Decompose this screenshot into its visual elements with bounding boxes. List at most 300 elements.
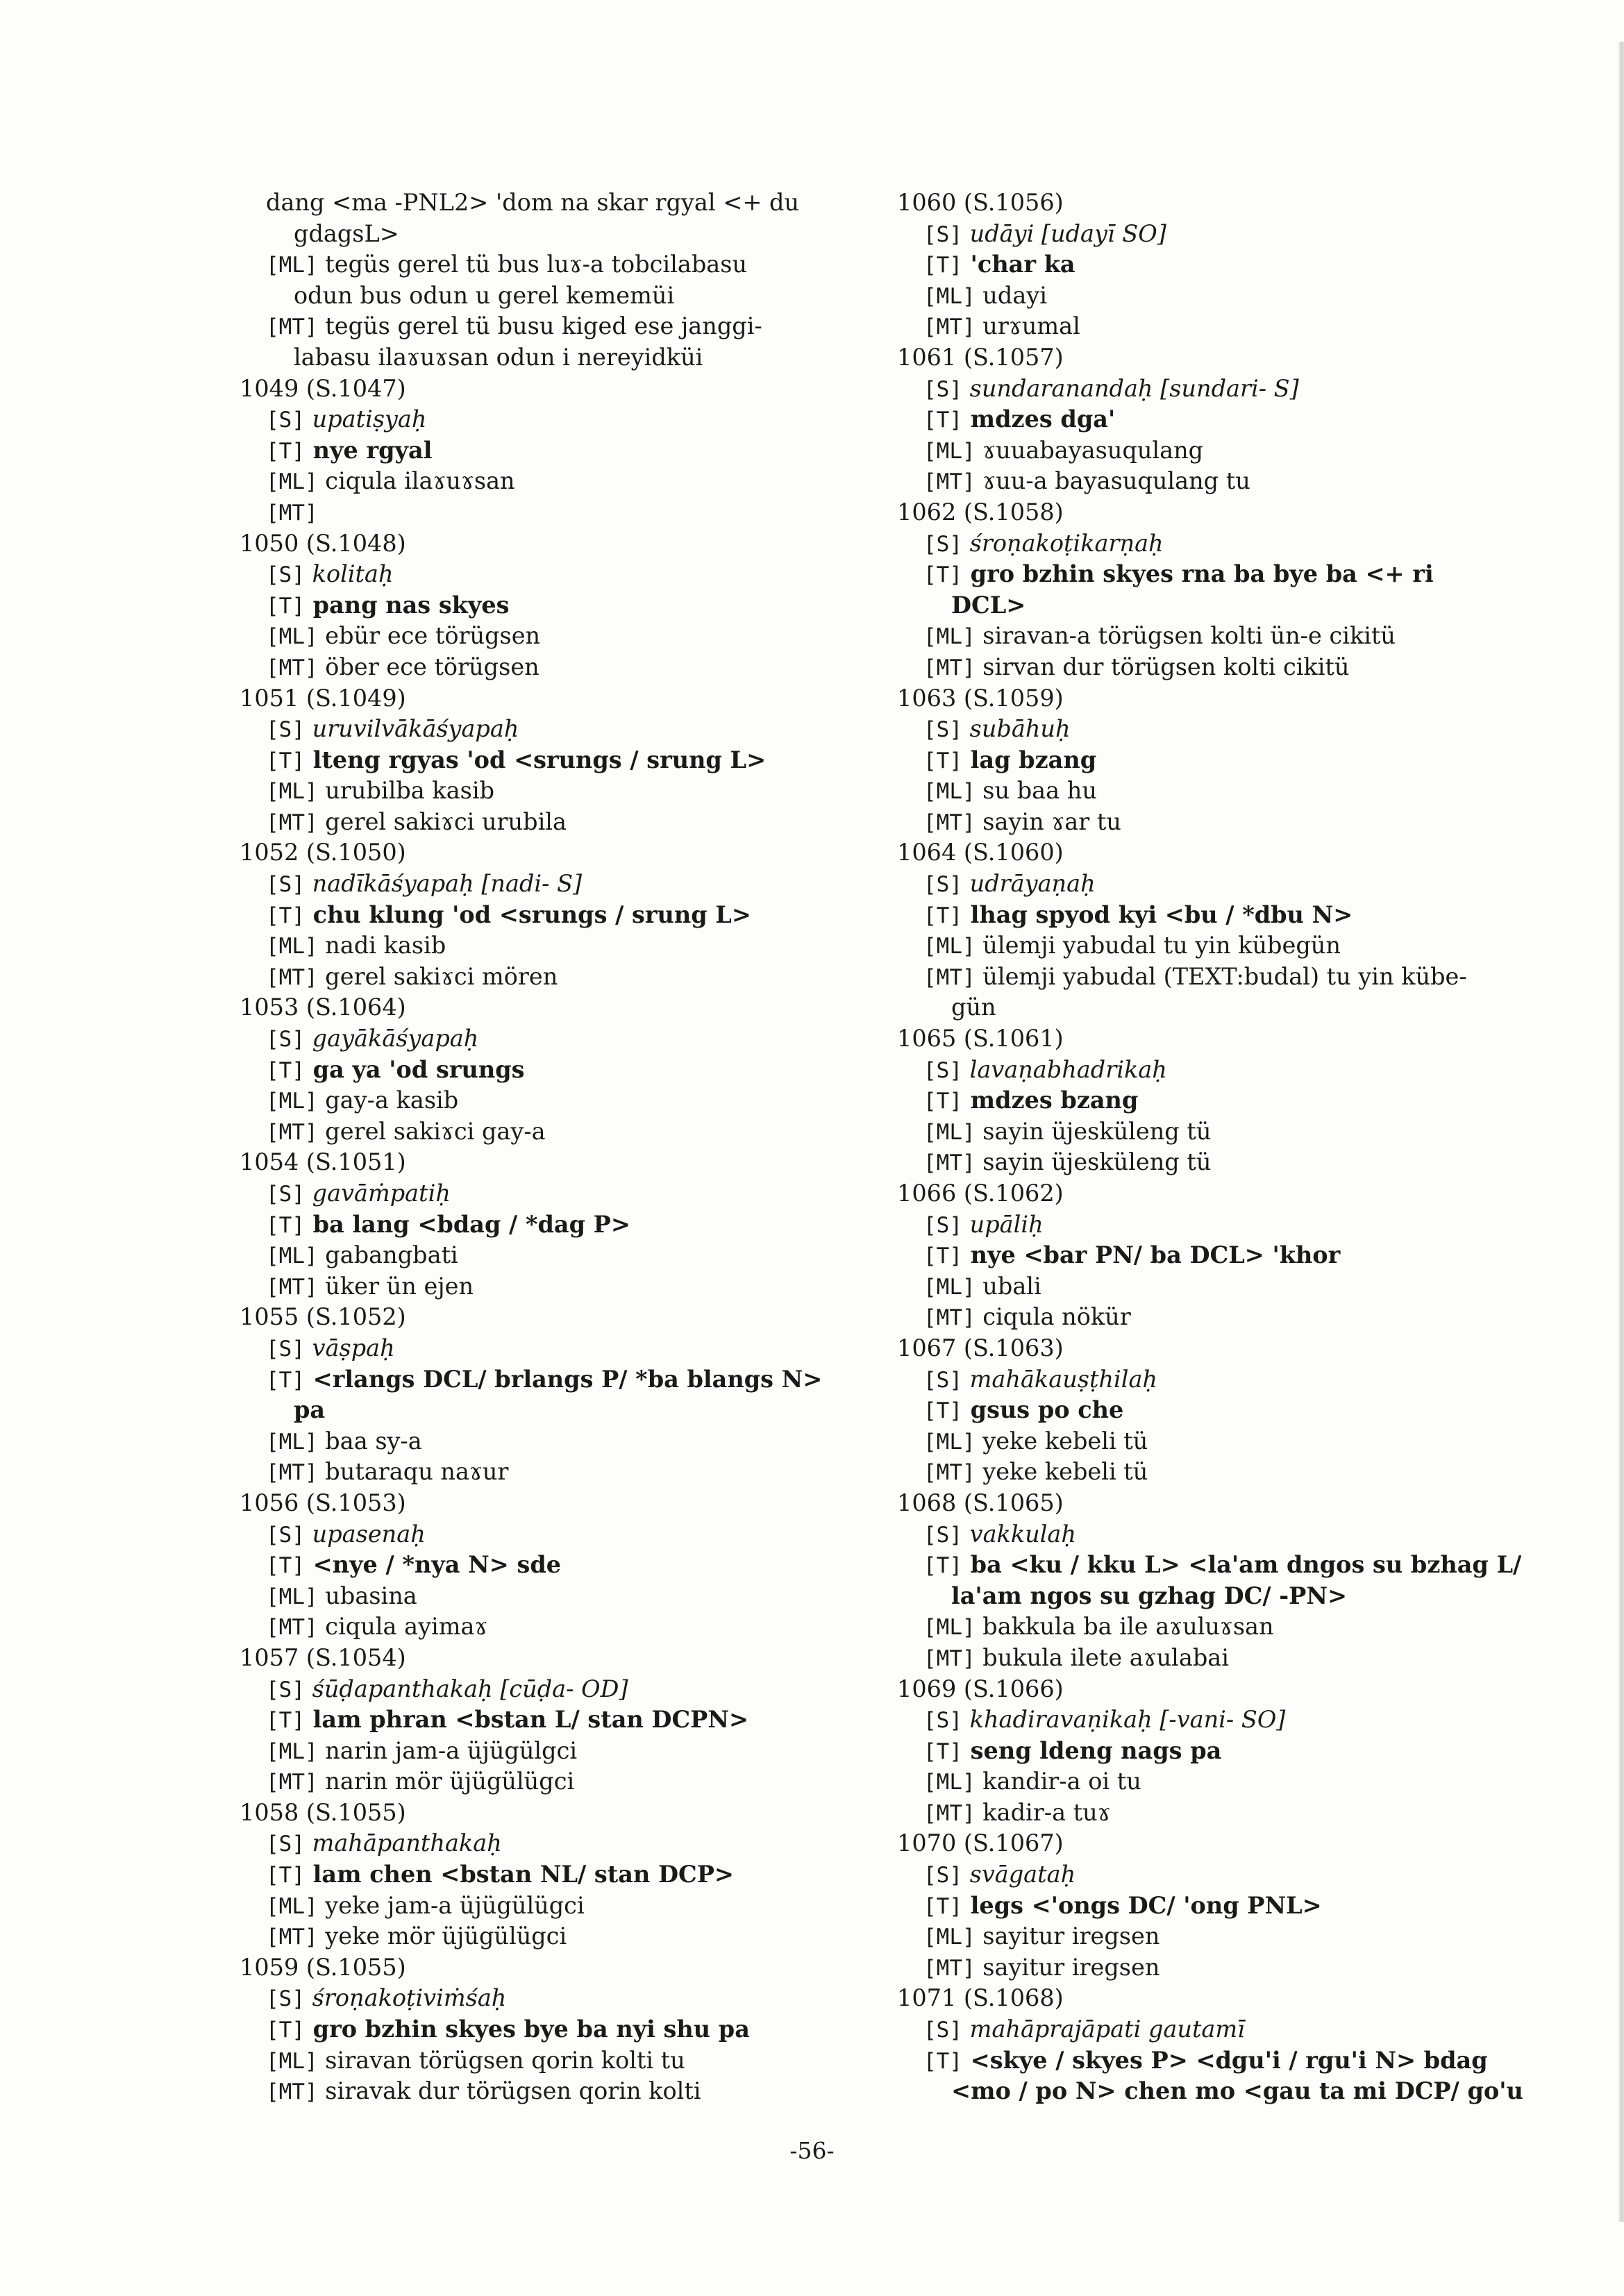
field-tag: [S] (923, 1212, 962, 1238)
entry-text: gro bzhin skyes bye ba nyi shu pa (305, 2016, 750, 2043)
entry-line (897, 590, 1536, 621)
field-tag: [S] (923, 1367, 962, 1393)
entry-line (897, 1178, 1536, 1209)
field-tag: [S] (266, 1027, 305, 1053)
left-column (240, 187, 864, 2107)
field-tag: [S] (266, 408, 305, 433)
entry-line (897, 404, 1536, 435)
entry-line (897, 1302, 1536, 1333)
entry-text: udāyi [udayī SO] (962, 219, 1166, 247)
entry-text: gün (951, 994, 996, 1021)
entry-text: gro bzhin skyes rna ba bye ba <+ ri (962, 560, 1434, 588)
entry-line (897, 1798, 1536, 1829)
entry-text: sayin üjesküleng tü (975, 1117, 1212, 1145)
entry-line (897, 2045, 1536, 2077)
entry-text: <mo / po N> chen mo <gau ta mi DCP/ go'u (951, 2077, 1523, 2105)
entry-text: 1059 (S.1055) (240, 1953, 406, 1981)
entry-line (897, 745, 1536, 776)
field-tag: [T] (266, 593, 305, 619)
field-tag: [S] (923, 1863, 962, 1888)
entry-text: kadir-a tuɤ (975, 1798, 1111, 1826)
entry-line (897, 1674, 1536, 1705)
entry-text: yeke kebeli tü (975, 1458, 1148, 1486)
entry-line (897, 1209, 1536, 1241)
entry-line (240, 280, 864, 312)
entry-text: gavāṁpatiḥ (305, 1180, 451, 1207)
entry-line (897, 621, 1536, 652)
field-tag: [ML] (923, 779, 976, 805)
entry-line (897, 1085, 1536, 1116)
entry-text: 1053 (S.1064) (240, 994, 406, 1021)
entry-line (897, 1055, 1536, 1086)
field-tag: [T] (266, 2018, 305, 2043)
field-tag: [ML] (266, 1893, 318, 1919)
entry-line (240, 1364, 864, 1396)
entry-line (240, 869, 864, 900)
entry-line (897, 1426, 1536, 1457)
field-tag: [ML] (266, 1243, 318, 1269)
entry-text: yeke jam-a üjügülügci (317, 1891, 585, 1919)
entry-text: udayi (975, 281, 1047, 309)
entry-text: 'char ka (962, 251, 1075, 278)
entry-text: 1057 (S.1054) (240, 1643, 406, 1671)
field-tag: [T] (266, 748, 305, 773)
entry-line (897, 466, 1536, 497)
entry-line (897, 311, 1536, 342)
entry-line (897, 1736, 1536, 1767)
entry-line (897, 714, 1536, 745)
entry-line (897, 1643, 1536, 1674)
entry-line (240, 1178, 864, 1209)
entry-text: sirvan dur törügsen kolti cikitü (975, 653, 1350, 680)
entry-line (240, 1983, 864, 2014)
entry-text: gerel sakiɤci mören (317, 962, 558, 990)
entry-text: gayākāśyapaḥ (305, 1025, 479, 1053)
entry-line (897, 342, 1536, 374)
entry-line (897, 837, 1536, 869)
entry-text: upatiṣyaḥ (305, 405, 427, 433)
entry-text: ba <ku / kku L> <la'am dngos su bzhag L/ (962, 1551, 1522, 1579)
entry-text: <skye / skyes P> <dgu'i / rgu'i N> bdag (962, 2046, 1488, 2074)
entry-text: 1062 (S.1058) (897, 498, 1064, 526)
entry-text: dang <ma -PNL2> 'dom na skar rgyal <+ du (266, 189, 800, 216)
field-tag: [T] (266, 1553, 305, 1579)
field-tag: [T] (923, 408, 962, 433)
field-tag: [S] (266, 872, 305, 898)
entry-text: <rlangs DCL/ brlangs P/ *ba blangs N> (305, 1365, 823, 1393)
entry-text: öber ece törügsen (317, 653, 539, 680)
entry-line (240, 1798, 864, 1829)
field-tag: [T] (266, 1863, 305, 1888)
entry-line (240, 249, 864, 280)
field-tag: [S] (266, 1832, 305, 1857)
entry-text: ba lang <bdag / *dag P> (305, 1210, 630, 1238)
entry-line (240, 2045, 864, 2077)
field-tag: [MT] (266, 1460, 318, 1486)
entry-line (897, 1333, 1536, 1364)
field-tag: [S] (923, 221, 962, 247)
field-tag: [S] (266, 1182, 305, 1207)
field-tag: [ML] (923, 1429, 976, 1455)
field-tag: [S] (923, 1522, 962, 1548)
entry-text: seng ldeng nags pa (962, 1736, 1222, 1764)
entry-line (240, 1581, 864, 1612)
field-tag: [MT] (923, 1460, 976, 1486)
entry-text: sayin üjesküleng tü (975, 1148, 1212, 1176)
entry-text: sundaranandaḥ [sundari- S] (962, 374, 1299, 402)
field-tag: [S] (266, 1336, 305, 1361)
entry-text: ciqula ilaɤuɤsan (317, 467, 515, 495)
entry-text: <nye / *nya N> sde (305, 1551, 562, 1579)
field-tag: [ML] (923, 1274, 976, 1300)
entry-text: mahāpanthakaḥ (305, 1829, 502, 1857)
entry-line (897, 2076, 1536, 2107)
field-tag: [S] (266, 717, 305, 743)
page-number: -56- (789, 2137, 835, 2164)
field-tag: [MT] (923, 655, 976, 680)
entry-text: 1051 (S.1049) (240, 684, 406, 712)
entry-line (240, 1147, 864, 1178)
entry-line (897, 1611, 1536, 1643)
field-tag: [T] (923, 903, 962, 928)
entry-line (240, 497, 864, 528)
entry-text: sayin ɤar tu (975, 807, 1121, 835)
entry-text: śroṇakoṭikarṇaḥ (962, 529, 1164, 557)
field-tag: [S] (266, 1677, 305, 1702)
field-tag: [ML] (923, 1119, 976, 1145)
entry-text: lavaṇabhadrikaḥ (962, 1055, 1167, 1083)
entry-text: urubilba kasib (317, 777, 495, 805)
entry-line (897, 249, 1536, 280)
field-tag: [S] (923, 1057, 962, 1083)
entry-text: 1067 (S.1063) (897, 1334, 1064, 1361)
field-tag: [ML] (266, 1584, 318, 1609)
entry-line (240, 652, 864, 683)
entry-line (897, 962, 1536, 993)
entry-line (897, 1023, 1536, 1055)
field-tag: [MT] (266, 655, 318, 680)
entry-text: vakkulaḥ (962, 1520, 1076, 1548)
entry-text: chu klung 'od <srungs / srung L> (305, 900, 751, 928)
entry-line (240, 2076, 864, 2107)
entry-line (240, 745, 864, 776)
entry-text: vāṣpaḥ (305, 1334, 395, 1361)
entry-line (240, 714, 864, 745)
entry-line (240, 1426, 864, 1457)
field-tag: [ML] (266, 469, 318, 495)
entry-line (240, 1611, 864, 1643)
field-tag: [MT] (923, 1955, 976, 1981)
right-column (897, 187, 1536, 2107)
entry-text: gsus po che (962, 1396, 1124, 1424)
field-tag: [ML] (266, 253, 318, 278)
entry-text: khadiravaṇikaḥ [-vani- SO] (962, 1706, 1286, 1734)
entry-line (240, 1828, 864, 1859)
field-tag: [MT] (266, 1274, 318, 1300)
field-tag: [T] (266, 1708, 305, 1734)
field-tag: [MT] (923, 1645, 976, 1671)
field-tag: [T] (266, 1057, 305, 1083)
field-tag: [T] (923, 2048, 962, 2074)
field-tag: [S] (923, 531, 962, 557)
entry-text: 1054 (S.1051) (240, 1148, 406, 1176)
entry-line (897, 807, 1536, 838)
entry-text: śroṇakoṭiviṁśaḥ (305, 1984, 507, 2012)
entry-line (240, 1859, 864, 1891)
entry-line (240, 1271, 864, 1302)
entry-text: ciqula ayimaɤ (317, 1613, 488, 1641)
entry-text: narin jam-a üjügülgci (317, 1736, 578, 1764)
entry-line (897, 1457, 1536, 1488)
field-tag: [T] (923, 1398, 962, 1424)
field-tag: [MT] (923, 964, 976, 990)
field-tag: [S] (923, 1708, 962, 1734)
entry-text: urɤumal (975, 312, 1080, 340)
field-tag: [MT] (266, 1615, 318, 1641)
entry-line (240, 187, 864, 219)
entry-line (240, 992, 864, 1023)
entry-line (897, 1581, 1536, 1612)
field-tag: [T] (266, 903, 305, 928)
field-tag: [S] (923, 2018, 962, 2043)
entry-text: gerel sakiɤci gay-a (317, 1117, 546, 1145)
entry-text: lteng rgyas 'od <srungs / srung L> (305, 746, 767, 773)
entry-text: mahākauṣṭhilaḥ (962, 1365, 1157, 1393)
entry-line (240, 962, 864, 993)
entry-text: lag bzang (962, 746, 1097, 773)
entry-text: 1058 (S.1055) (240, 1798, 406, 1826)
entry-line (897, 1395, 1536, 1426)
entry-text: labasu ilaɤuɤsan odun i nereyidküi (294, 343, 703, 371)
entry-line (240, 1674, 864, 1705)
entry-line (240, 342, 864, 374)
field-tag: [MT] (923, 810, 976, 835)
entry-line (240, 374, 864, 405)
entry-text: gerel sakiɤci urubila (317, 807, 567, 835)
entry-text: 1066 (S.1062) (897, 1180, 1064, 1207)
field-tag: [ML] (923, 1615, 976, 1641)
entry-line (240, 1395, 864, 1426)
entry-line (897, 1550, 1536, 1581)
entry-line (897, 1921, 1536, 1952)
entry-line (897, 1983, 1536, 2014)
entry-text: pa (294, 1396, 326, 1424)
entry-text: 1071 (S.1068) (897, 1984, 1064, 2012)
entry-line (897, 280, 1536, 312)
entry-line (240, 219, 864, 250)
field-tag: [MT] (266, 1119, 318, 1145)
entry-text: 1063 (S.1059) (897, 684, 1064, 712)
entry-line (240, 2014, 864, 2045)
entry-line (240, 404, 864, 435)
entry-text: ubali (975, 1272, 1041, 1300)
entry-text: 1070 (S.1067) (897, 1829, 1064, 1857)
entry-text: tegüs gerel tü bus luɤ-a tobcilabasu (317, 251, 748, 278)
entry-text: pang nas skyes (305, 591, 510, 619)
entry-text: la'am ngos su gzhag DC/ -PN> (951, 1582, 1348, 1609)
entry-line (897, 683, 1536, 714)
entry-text: siravak dur törügsen qorin kolti (317, 2077, 701, 2105)
field-tag: [ML] (923, 438, 976, 464)
entry-line (897, 1488, 1536, 1519)
entry-text: baa sy-a (317, 1427, 422, 1455)
entry-line (897, 497, 1536, 528)
field-tag: [MT] (266, 1925, 318, 1950)
field-tag: [MT] (266, 500, 318, 526)
entry-line (240, 1704, 864, 1736)
entry-text: subāhuḥ (962, 715, 1071, 743)
entry-line (240, 1333, 864, 1364)
entry-line (240, 1550, 864, 1581)
field-tag: [ML] (266, 2048, 318, 2074)
field-tag: [ML] (266, 1089, 318, 1114)
entry-text: yeke kebeli tü (975, 1427, 1148, 1455)
entry-line (240, 807, 864, 838)
entry-line (240, 311, 864, 342)
entry-text: 1064 (S.1060) (897, 839, 1064, 866)
entry-line (240, 1116, 864, 1148)
entry-text: ɤuuabayasuqulang (975, 436, 1204, 464)
entry-line (897, 930, 1536, 962)
entry-line (897, 559, 1536, 590)
entry-line (240, 1055, 864, 1086)
entry-line (240, 1240, 864, 1271)
entry-text: upāliḥ (962, 1210, 1044, 1238)
field-tag: [MT] (266, 1770, 318, 1795)
field-tag: [T] (923, 1243, 962, 1269)
entry-text: 1068 (S.1065) (897, 1489, 1064, 1516)
entry-text: nadi kasib (317, 932, 446, 960)
entry-text: sayitur iregsen (975, 1922, 1160, 1950)
field-tag: [ML] (923, 1925, 976, 1950)
field-tag: [T] (266, 1212, 305, 1238)
entry-text: DCL> (951, 591, 1026, 619)
field-tag: [MT] (923, 1800, 976, 1826)
entry-line (897, 219, 1536, 250)
field-tag: [T] (923, 748, 962, 773)
entry-line (240, 1736, 864, 1767)
entry-line (240, 621, 864, 652)
field-tag: [ML] (923, 283, 976, 309)
entry-text: su baa hu (975, 777, 1097, 805)
page-edge (1618, 42, 1624, 2222)
entry-text: ga ya 'od srungs (305, 1055, 525, 1083)
entry-line (240, 1209, 864, 1241)
field-tag: [ML] (923, 934, 976, 960)
entry-line (897, 900, 1536, 931)
field-tag: [T] (923, 1893, 962, 1919)
field-tag: [ML] (266, 934, 318, 960)
entry-line (240, 930, 864, 962)
entry-line (240, 1952, 864, 1984)
entry-text: mdzes dga' (962, 405, 1116, 433)
field-tag: [ML] (266, 624, 318, 650)
entry-line (240, 1921, 864, 1952)
entry-text: sayitur iregsen (975, 1953, 1160, 1981)
field-tag: [S] (923, 376, 962, 402)
field-tag: [S] (266, 1522, 305, 1548)
entry-text: kolitaḥ (305, 560, 394, 588)
entry-line (897, 1147, 1536, 1178)
entry-text: ülemji yabudal tu yin kübegün (975, 932, 1341, 960)
entry-line (240, 1488, 864, 1519)
entry-line (240, 1891, 864, 1922)
entry-text: üker ün ejen (317, 1272, 474, 1300)
entry-text: nye <bar PN/ ba DCL> 'khor (962, 1241, 1341, 1269)
field-tag: [MT] (266, 964, 318, 990)
entry-text: bakkula ba ile aɤuluɤsan (975, 1613, 1274, 1641)
entry-line (240, 683, 864, 714)
field-tag: [ML] (266, 1738, 318, 1764)
entry-text: upasenaḥ (305, 1520, 426, 1548)
field-tag: [MT] (923, 315, 976, 340)
field-tag: [T] (266, 438, 305, 464)
field-tag: [S] (266, 1986, 305, 2012)
entry-line (240, 1085, 864, 1116)
entry-text: uruvilvākāśyapaḥ (305, 715, 519, 743)
field-tag: [S] (923, 717, 962, 743)
entry-text: siravan törügsen qorin kolti tu (317, 2046, 685, 2074)
field-tag: [T] (923, 1553, 962, 1579)
field-tag: [T] (923, 1738, 962, 1764)
field-tag: [S] (266, 562, 305, 588)
entry-line (240, 528, 864, 560)
entry-text: mahāprajāpati gautamī (962, 2016, 1245, 2043)
entry-text: butaraqu naɤur (317, 1458, 509, 1486)
field-tag: [T] (923, 253, 962, 278)
field-tag: [ML] (266, 1429, 318, 1455)
entry-text: bukula ilete aɤulabai (975, 1643, 1229, 1671)
entry-line (897, 1116, 1536, 1148)
entry-text: mdzes bzang (962, 1087, 1139, 1114)
entry-text: 1069 (S.1066) (897, 1675, 1064, 1702)
entry-line (240, 900, 864, 931)
field-tag: [MT] (266, 315, 318, 340)
entry-text: gabangbati (317, 1241, 458, 1269)
entry-line (897, 2014, 1536, 2045)
entry-line (240, 837, 864, 869)
entry-text: 1055 (S.1052) (240, 1303, 406, 1331)
field-tag: [MT] (266, 2079, 318, 2105)
entry-text: ülemji yabudal (TEXT:budal) tu yin kübe- (975, 962, 1467, 990)
entry-line (897, 1240, 1536, 1271)
entry-text: gdagsL> (294, 219, 399, 247)
entry-line (897, 1271, 1536, 1302)
entry-line (240, 1023, 864, 1055)
entry-text: ciqula nökür (975, 1303, 1131, 1331)
field-tag: [T] (923, 1089, 962, 1114)
entry-line (897, 1952, 1536, 1984)
field-tag: [ML] (923, 1770, 976, 1795)
entry-line (897, 1704, 1536, 1736)
entry-text: odun bus odun u gerel kememüi (294, 281, 675, 309)
entry-text: 1050 (S.1048) (240, 529, 406, 557)
entry-text: ebür ece törügsen (317, 622, 541, 650)
entry-line (240, 435, 864, 467)
entry-line (240, 1457, 864, 1488)
field-tag: [MT] (923, 1150, 976, 1176)
entry-line (240, 590, 864, 621)
entry-text: legs <'ongs DC/ 'ong PNL> (962, 1891, 1322, 1919)
entry-text: yeke mör üjügülügci (317, 1922, 567, 1950)
entry-line (897, 869, 1536, 900)
entry-line (897, 992, 1536, 1023)
field-tag: [MT] (923, 469, 976, 495)
entry-text: kandir-a oi tu (975, 1768, 1141, 1795)
entry-text: 1056 (S.1053) (240, 1489, 406, 1516)
entry-line (897, 187, 1536, 219)
entry-line (240, 1519, 864, 1550)
